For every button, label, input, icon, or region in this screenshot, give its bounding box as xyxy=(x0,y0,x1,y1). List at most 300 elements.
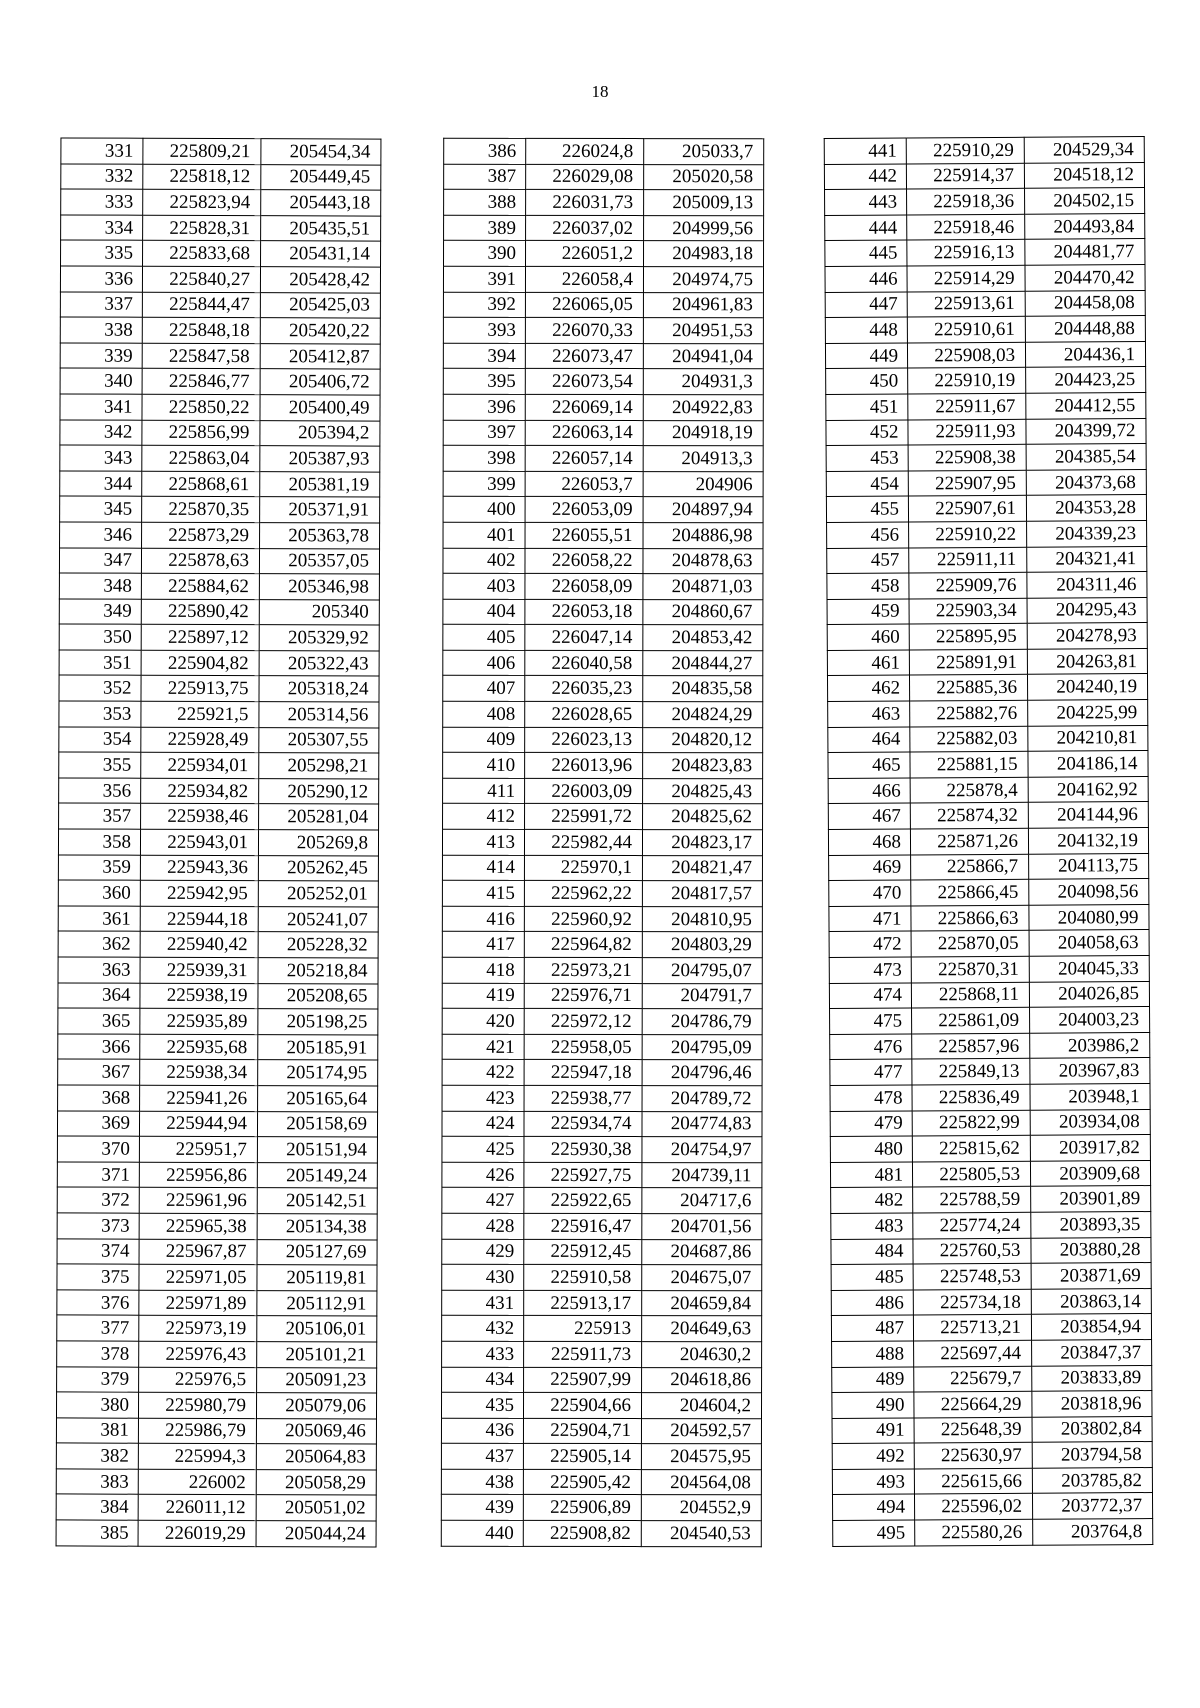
x-coordinate-cell: 226069,14 xyxy=(525,394,643,420)
y-coordinate-cell: 204823,17 xyxy=(642,830,762,856)
point-number-cell: 344 xyxy=(60,471,142,497)
point-number-cell: 454 xyxy=(826,471,908,497)
y-coordinate-cell: 205127,69 xyxy=(257,1239,377,1265)
y-coordinate-cell: 203909,68 xyxy=(1030,1160,1150,1186)
point-number-cell: 485 xyxy=(831,1264,913,1290)
x-coordinate-cell: 225944,18 xyxy=(140,906,258,932)
x-coordinate-cell: 225907,61 xyxy=(908,496,1026,522)
y-coordinate-cell: 204717,6 xyxy=(642,1188,762,1214)
point-number-cell: 423 xyxy=(442,1085,524,1111)
x-coordinate-cell: 225580,26 xyxy=(915,1519,1033,1545)
y-coordinate-cell: 204739,11 xyxy=(642,1162,762,1188)
y-coordinate-cell: 203871,69 xyxy=(1031,1263,1151,1289)
x-coordinate-cell: 226073,47 xyxy=(525,343,643,369)
table-row xyxy=(442,1213,762,1239)
point-number-cell: 405 xyxy=(443,625,525,651)
point-number-cell: 355 xyxy=(59,752,141,778)
point-number-cell: 342 xyxy=(60,419,142,445)
table-row xyxy=(58,1059,378,1086)
point-number-cell: 387 xyxy=(444,164,526,190)
table-row xyxy=(824,162,1144,190)
y-coordinate-cell: 205431,14 xyxy=(261,241,381,267)
point-number-cell: 392 xyxy=(443,292,525,318)
point-number-cell: 399 xyxy=(443,471,525,497)
x-coordinate-cell: 225930,38 xyxy=(524,1137,642,1163)
y-coordinate-cell: 204436,1 xyxy=(1025,341,1145,367)
point-number-cell: 361 xyxy=(58,906,140,932)
y-coordinate-cell: 203967,83 xyxy=(1030,1058,1150,1084)
table-row xyxy=(831,1288,1151,1316)
point-number-cell: 491 xyxy=(832,1418,914,1444)
y-coordinate-cell: 204983,18 xyxy=(644,241,764,267)
x-coordinate-cell: 226053,09 xyxy=(525,497,643,523)
x-coordinate-cell: 225922,65 xyxy=(524,1188,642,1214)
point-number-cell: 403 xyxy=(443,573,525,599)
x-coordinate-cell: 225951,7 xyxy=(139,1136,257,1162)
point-number-cell: 486 xyxy=(831,1290,913,1316)
y-coordinate-cell: 205428,42 xyxy=(260,267,380,293)
table-row xyxy=(441,1495,761,1521)
x-coordinate-cell: 226024,8 xyxy=(526,138,644,164)
point-number-cell: 467 xyxy=(828,803,910,829)
point-number-cell: 382 xyxy=(56,1443,138,1469)
table-row xyxy=(60,266,380,293)
y-coordinate-cell: 204817,57 xyxy=(642,881,762,907)
point-number-cell: 447 xyxy=(825,292,907,318)
point-number-cell: 346 xyxy=(60,522,142,548)
y-coordinate-cell: 204825,43 xyxy=(643,778,763,804)
table-row xyxy=(829,879,1149,907)
table-row xyxy=(443,317,763,343)
point-number-cell: 404 xyxy=(443,599,525,625)
x-coordinate-cell: 225908,82 xyxy=(523,1520,641,1546)
point-number-cell: 408 xyxy=(443,701,525,727)
y-coordinate-cell: 203818,96 xyxy=(1032,1391,1152,1417)
x-coordinate-cell: 225973,21 xyxy=(524,957,642,983)
table-row xyxy=(831,1263,1151,1291)
x-coordinate-cell: 225961,96 xyxy=(139,1188,257,1214)
y-coordinate-cell: 205208,65 xyxy=(258,983,378,1009)
y-coordinate-cell: 205218,84 xyxy=(258,958,378,984)
y-coordinate-cell: 203880,28 xyxy=(1031,1237,1151,1263)
point-number-cell: 362 xyxy=(58,931,140,957)
point-number-cell: 336 xyxy=(60,266,142,292)
table-row xyxy=(61,189,381,216)
y-coordinate-cell: 205262,45 xyxy=(258,855,378,881)
table-row xyxy=(443,625,763,651)
y-coordinate-cell: 204853,42 xyxy=(643,625,763,651)
point-number-cell: 449 xyxy=(825,343,907,369)
point-number-cell: 413 xyxy=(442,829,524,855)
point-number-cell: 463 xyxy=(828,701,910,727)
point-number-cell: 366 xyxy=(58,1034,140,1060)
point-number-cell: 332 xyxy=(61,164,143,190)
table-row xyxy=(60,368,380,395)
table-row xyxy=(443,369,763,395)
table-row xyxy=(57,1187,377,1214)
point-number-cell: 371 xyxy=(57,1162,139,1188)
point-number-cell: 331 xyxy=(61,138,143,164)
x-coordinate-cell: 225965,38 xyxy=(139,1213,257,1239)
table-row xyxy=(441,1418,761,1444)
point-number-cell: 427 xyxy=(442,1188,524,1214)
point-number-cell: 490 xyxy=(832,1392,914,1418)
y-coordinate-cell: 205371,91 xyxy=(260,497,380,523)
y-coordinate-cell: 205314,56 xyxy=(259,702,379,728)
point-number-cell: 425 xyxy=(442,1136,524,1162)
y-coordinate-cell: 204659,84 xyxy=(642,1290,762,1316)
x-coordinate-cell: 226003,09 xyxy=(525,778,643,804)
y-coordinate-cell: 205051,02 xyxy=(256,1495,376,1521)
y-coordinate-cell: 203893,35 xyxy=(1031,1211,1151,1237)
x-coordinate-cell: 225912,45 xyxy=(524,1239,642,1265)
x-coordinate-cell: 225943,36 xyxy=(140,855,258,881)
x-coordinate-cell: 225904,66 xyxy=(523,1392,641,1418)
x-coordinate-cell: 225971,89 xyxy=(139,1290,257,1316)
x-coordinate-cell: 225976,71 xyxy=(524,983,642,1009)
point-number-cell: 368 xyxy=(58,1085,140,1111)
y-coordinate-cell: 204225,99 xyxy=(1028,700,1148,726)
y-coordinate-cell: 204493,84 xyxy=(1025,213,1145,239)
point-number-cell: 380 xyxy=(56,1392,138,1418)
x-coordinate-cell: 225938,34 xyxy=(140,1060,258,1086)
y-coordinate-cell: 204754,97 xyxy=(642,1137,762,1163)
table-row xyxy=(56,1494,376,1521)
table-row xyxy=(60,343,380,370)
table-row xyxy=(59,778,379,805)
x-coordinate-cell: 225910,58 xyxy=(524,1264,642,1290)
y-coordinate-cell: 204564,08 xyxy=(641,1469,761,1495)
y-coordinate-cell: 204897,94 xyxy=(643,497,763,523)
point-number-cell: 479 xyxy=(830,1111,912,1137)
table-row xyxy=(443,394,763,420)
table-row xyxy=(826,444,1146,472)
y-coordinate-cell: 204278,93 xyxy=(1027,623,1147,649)
table-row xyxy=(59,573,379,600)
table-row xyxy=(443,548,763,574)
table-row xyxy=(830,1109,1150,1137)
table-row xyxy=(829,981,1149,1009)
y-coordinate-cell: 205322,43 xyxy=(259,651,379,677)
x-coordinate-cell: 225615,66 xyxy=(914,1468,1032,1494)
x-coordinate-cell: 225734,18 xyxy=(913,1289,1031,1315)
x-coordinate-cell: 225873,29 xyxy=(142,522,260,548)
point-number-cell: 439 xyxy=(441,1495,523,1521)
y-coordinate-cell: 204144,96 xyxy=(1028,802,1148,828)
x-coordinate-cell: 225944,94 xyxy=(139,1111,257,1137)
point-number-cell: 440 xyxy=(441,1520,523,1546)
y-coordinate-cell: 204974,75 xyxy=(643,267,763,293)
x-coordinate-cell: 225934,01 xyxy=(141,752,259,778)
y-coordinate-cell: 204353,28 xyxy=(1026,495,1146,521)
x-coordinate-cell: 225941,26 xyxy=(140,1085,258,1111)
table-row xyxy=(441,1444,761,1470)
x-coordinate-cell: 225916,47 xyxy=(524,1213,642,1239)
table-row xyxy=(832,1391,1152,1419)
x-coordinate-cell: 225905,42 xyxy=(523,1469,641,1495)
x-coordinate-cell: 225911,11 xyxy=(909,547,1027,573)
table-row xyxy=(828,751,1148,779)
point-number-cell: 365 xyxy=(58,1008,140,1034)
x-coordinate-cell: 225964,82 xyxy=(524,932,642,958)
table-row xyxy=(57,1366,377,1393)
point-number-cell: 394 xyxy=(443,343,525,369)
x-coordinate-cell: 225913,75 xyxy=(141,676,259,702)
point-number-cell: 473 xyxy=(829,957,911,983)
x-coordinate-cell: 225868,61 xyxy=(142,471,260,497)
point-number-cell: 395 xyxy=(443,369,525,395)
y-coordinate-cell: 204796,46 xyxy=(642,1060,762,1086)
y-coordinate-cell: 205307,55 xyxy=(259,727,379,753)
y-coordinate-cell: 203847,37 xyxy=(1032,1339,1152,1365)
x-coordinate-cell: 226035,23 xyxy=(525,676,643,702)
x-coordinate-cell: 225648,39 xyxy=(914,1417,1032,1443)
table-row xyxy=(443,343,763,369)
y-coordinate-cell: 203802,84 xyxy=(1032,1416,1152,1442)
point-number-cell: 334 xyxy=(61,215,143,241)
y-coordinate-cell: 204045,33 xyxy=(1029,956,1149,982)
point-number-cell: 407 xyxy=(443,676,525,702)
point-number-cell: 434 xyxy=(442,1367,524,1393)
point-number-cell: 357 xyxy=(59,803,141,829)
x-coordinate-cell: 225910,19 xyxy=(908,368,1026,394)
point-number-cell: 458 xyxy=(827,573,909,599)
table-row xyxy=(828,828,1148,856)
table-row xyxy=(831,1186,1151,1214)
point-number-cell: 424 xyxy=(442,1111,524,1137)
x-coordinate-cell: 225939,31 xyxy=(140,957,258,983)
table-row xyxy=(830,1083,1150,1111)
y-coordinate-cell: 204518,12 xyxy=(1024,162,1144,188)
y-coordinate-cell: 203764,8 xyxy=(1033,1519,1153,1545)
point-number-cell: 465 xyxy=(828,752,910,778)
y-coordinate-cell: 204630,2 xyxy=(642,1341,762,1367)
y-coordinate-cell: 205142,51 xyxy=(257,1188,377,1214)
y-coordinate-cell: 205412,87 xyxy=(260,343,380,369)
table-row xyxy=(60,292,380,319)
x-coordinate-cell: 225822,99 xyxy=(912,1110,1030,1136)
table-row xyxy=(825,213,1145,241)
y-coordinate-cell: 205069,46 xyxy=(256,1418,376,1444)
table-row xyxy=(57,1238,377,1265)
y-coordinate-cell: 204687,86 xyxy=(642,1239,762,1265)
x-coordinate-cell: 225940,42 xyxy=(140,932,258,958)
x-coordinate-cell: 225849,13 xyxy=(912,1059,1030,1085)
point-number-cell: 400 xyxy=(443,497,525,523)
y-coordinate-cell: 203794,58 xyxy=(1032,1442,1152,1468)
table-row xyxy=(829,904,1149,932)
point-number-cell: 349 xyxy=(59,599,141,625)
y-coordinate-cell: 204823,83 xyxy=(643,753,763,779)
table-row xyxy=(826,367,1146,395)
table-row xyxy=(833,1519,1153,1547)
x-coordinate-cell: 225891,91 xyxy=(909,649,1027,675)
table-row xyxy=(443,420,763,446)
point-number-cell: 341 xyxy=(60,394,142,420)
point-number-cell: 356 xyxy=(59,778,141,804)
x-coordinate-cell: 225913,17 xyxy=(524,1290,642,1316)
point-number-cell: 388 xyxy=(444,189,526,215)
y-coordinate-cell: 204844,27 xyxy=(643,650,763,676)
x-coordinate-cell: 225910,22 xyxy=(909,521,1027,547)
point-number-cell: 420 xyxy=(442,1008,524,1034)
table-row xyxy=(56,1469,376,1496)
y-coordinate-cell: 204918,19 xyxy=(643,420,763,446)
page-number: 18 xyxy=(591,82,609,101)
x-coordinate-cell: 225815,62 xyxy=(912,1135,1030,1161)
x-coordinate-cell: 226029,08 xyxy=(526,164,644,190)
point-number-cell: 460 xyxy=(827,624,909,650)
table-row xyxy=(442,1341,762,1367)
table-row xyxy=(59,727,379,754)
table-row xyxy=(827,520,1147,548)
point-number-cell: 478 xyxy=(830,1085,912,1111)
x-coordinate-cell: 225788,59 xyxy=(913,1187,1031,1213)
point-number-cell: 494 xyxy=(832,1494,914,1520)
x-coordinate-cell: 225913,61 xyxy=(907,291,1025,317)
table-row xyxy=(827,597,1147,625)
y-coordinate-cell: 204675,07 xyxy=(642,1265,762,1291)
table-row xyxy=(827,623,1147,651)
point-number-cell: 374 xyxy=(57,1238,139,1264)
x-coordinate-cell: 225847,58 xyxy=(142,343,260,369)
table-row xyxy=(825,188,1145,216)
point-number-cell: 409 xyxy=(443,727,525,753)
point-number-cell: 417 xyxy=(442,932,524,958)
x-coordinate-cell: 225840,27 xyxy=(142,266,260,292)
table-row xyxy=(832,1442,1152,1470)
x-coordinate-cell: 225868,11 xyxy=(911,982,1029,1008)
y-coordinate-cell: 205290,12 xyxy=(259,778,379,804)
point-number-cell: 459 xyxy=(827,599,909,625)
point-number-cell: 359 xyxy=(58,855,140,881)
table-row xyxy=(57,1213,377,1240)
y-coordinate-cell: 204210,81 xyxy=(1028,725,1148,751)
table-row xyxy=(57,1162,377,1189)
y-coordinate-cell: 204385,54 xyxy=(1026,444,1146,470)
table-row xyxy=(60,394,380,421)
x-coordinate-cell: 225918,46 xyxy=(907,214,1025,240)
y-coordinate-cell: 204913,3 xyxy=(643,446,763,472)
y-coordinate-cell: 203986,2 xyxy=(1030,1032,1150,1058)
y-coordinate-cell: 205329,92 xyxy=(259,625,379,651)
table-row xyxy=(61,138,381,165)
x-coordinate-cell: 226013,96 xyxy=(525,753,643,779)
y-coordinate-cell: 205298,21 xyxy=(259,753,379,779)
y-coordinate-cell: 205165,64 xyxy=(258,1086,378,1112)
table-row xyxy=(59,752,379,779)
x-coordinate-cell: 226070,33 xyxy=(525,318,643,344)
y-coordinate-cell: 205435,51 xyxy=(261,215,381,241)
point-number-cell: 436 xyxy=(441,1418,523,1444)
table-row xyxy=(441,1392,761,1418)
x-coordinate-cell: 225903,34 xyxy=(909,598,1027,624)
y-coordinate-cell: 204774,83 xyxy=(642,1111,762,1137)
table-row xyxy=(828,725,1148,753)
y-coordinate-cell: 205033,7 xyxy=(644,139,764,165)
point-number-cell: 433 xyxy=(442,1341,524,1367)
x-coordinate-cell: 225991,72 xyxy=(525,804,643,830)
point-number-cell: 475 xyxy=(830,1008,912,1034)
table-row xyxy=(442,1008,762,1034)
point-number-cell: 335 xyxy=(61,240,143,266)
y-coordinate-cell: 204789,72 xyxy=(642,1086,762,1112)
table-row xyxy=(57,1264,377,1291)
point-number-cell: 441 xyxy=(824,138,906,164)
table-row xyxy=(829,956,1149,984)
x-coordinate-cell: 225976,43 xyxy=(139,1341,257,1367)
y-coordinate-cell: 204825,62 xyxy=(643,804,763,830)
table-row xyxy=(828,802,1148,830)
table-row xyxy=(443,266,763,292)
x-coordinate-cell: 225943,01 xyxy=(140,829,258,855)
table-row xyxy=(825,341,1145,369)
x-coordinate-cell: 225980,79 xyxy=(138,1392,256,1418)
point-number-cell: 350 xyxy=(59,624,141,650)
point-number-cell: 363 xyxy=(58,957,140,983)
x-coordinate-cell: 225911,93 xyxy=(908,419,1026,445)
table-row xyxy=(443,445,763,471)
point-number-cell: 390 xyxy=(444,241,526,267)
point-number-cell: 442 xyxy=(824,164,906,190)
x-coordinate-cell: 225908,03 xyxy=(907,342,1025,368)
table-row xyxy=(442,880,762,906)
y-coordinate-cell: 204649,63 xyxy=(642,1316,762,1342)
point-number-cell: 340 xyxy=(60,368,142,394)
x-coordinate-cell: 225713,21 xyxy=(913,1315,1031,1341)
table-row xyxy=(824,137,1144,165)
y-coordinate-cell: 205454,34 xyxy=(261,139,381,165)
coordinates-table-3 xyxy=(824,136,1154,1547)
table-row xyxy=(56,1520,376,1547)
y-coordinate-cell: 204961,83 xyxy=(643,292,763,318)
y-coordinate-cell: 204931,3 xyxy=(643,369,763,395)
table-row xyxy=(444,189,764,215)
table-row xyxy=(58,880,378,907)
y-coordinate-cell: 205425,03 xyxy=(260,292,380,318)
table-row xyxy=(442,1316,762,1342)
point-number-cell: 435 xyxy=(441,1392,523,1418)
table-row xyxy=(444,138,764,164)
table-row xyxy=(826,495,1146,523)
x-coordinate-cell: 225962,22 xyxy=(524,881,642,907)
y-coordinate-cell: 205134,38 xyxy=(257,1214,377,1240)
table-row xyxy=(443,292,763,318)
y-coordinate-cell: 205449,45 xyxy=(261,164,381,190)
x-coordinate-cell: 225914,37 xyxy=(906,163,1024,189)
y-coordinate-cell: 204540,53 xyxy=(641,1521,761,1547)
y-coordinate-cell: 204575,95 xyxy=(641,1444,761,1470)
x-coordinate-cell: 225882,76 xyxy=(910,700,1028,726)
point-number-cell: 431 xyxy=(442,1290,524,1316)
table-row xyxy=(442,1085,762,1111)
point-number-cell: 379 xyxy=(57,1366,139,1392)
table-row xyxy=(442,1162,762,1188)
table-row xyxy=(442,855,762,881)
point-number-cell: 410 xyxy=(443,752,525,778)
x-coordinate-cell: 226065,05 xyxy=(525,292,643,318)
x-coordinate-cell: 225905,14 xyxy=(523,1444,641,1470)
point-number-cell: 337 xyxy=(60,292,142,318)
point-number-cell: 469 xyxy=(829,855,911,881)
table-row xyxy=(443,573,763,599)
y-coordinate-cell: 204412,55 xyxy=(1026,392,1146,418)
y-coordinate-cell: 204999,56 xyxy=(644,215,764,241)
x-coordinate-cell: 225934,82 xyxy=(141,778,259,804)
x-coordinate-cell: 226002 xyxy=(138,1469,256,1495)
point-number-cell: 364 xyxy=(58,983,140,1009)
x-coordinate-cell: 225881,15 xyxy=(910,752,1028,778)
